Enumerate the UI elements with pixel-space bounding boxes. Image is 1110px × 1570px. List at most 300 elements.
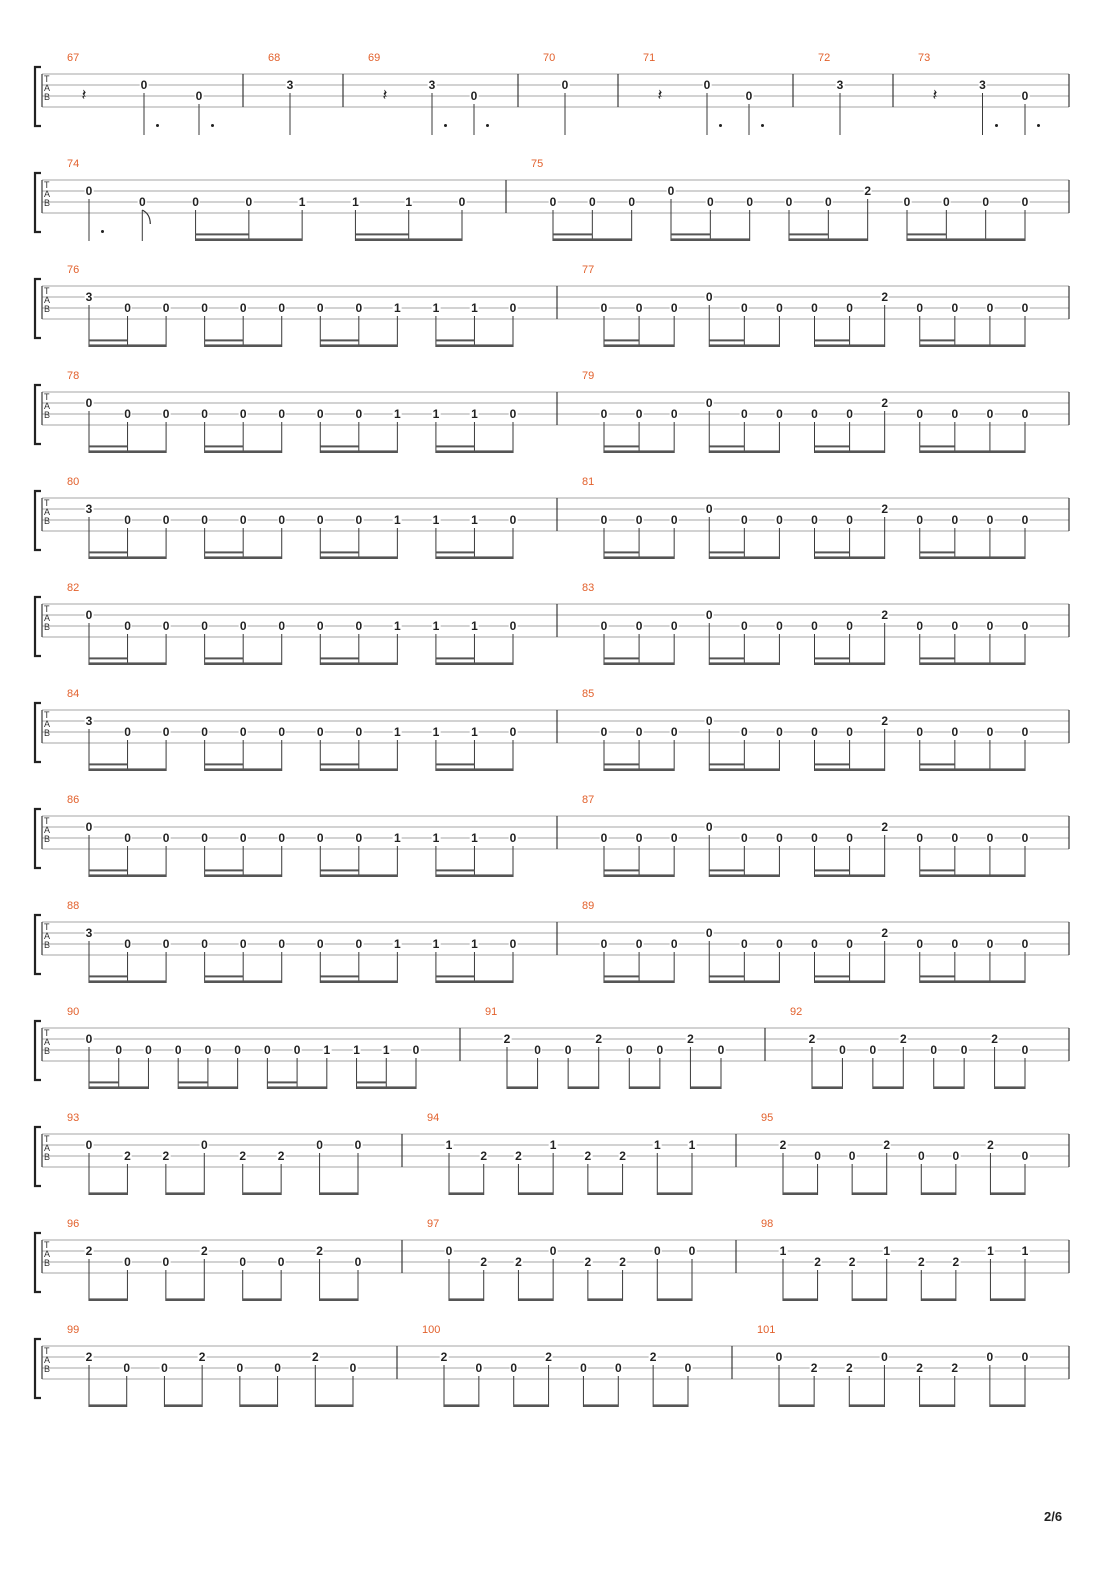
fret-number: 0 bbox=[278, 619, 286, 633]
beam bbox=[815, 445, 850, 447]
fret-number: 0 bbox=[1021, 89, 1029, 103]
fret-number: 0 bbox=[412, 1043, 420, 1057]
beam bbox=[178, 1086, 237, 1089]
fret-number: 0 bbox=[278, 937, 286, 951]
tab-clef-letter: B bbox=[44, 1258, 51, 1268]
fret-number: 0 bbox=[916, 725, 924, 739]
tab-system bbox=[0, 264, 1110, 370]
fret-number: 0 bbox=[174, 1043, 182, 1057]
fret-number: 0 bbox=[549, 1244, 557, 1258]
beam bbox=[436, 874, 513, 877]
fret-number: 0 bbox=[85, 608, 93, 622]
fret-number: 0 bbox=[635, 619, 643, 633]
fret-number: 0 bbox=[776, 513, 783, 527]
beam bbox=[921, 1192, 956, 1195]
fret-number: 0 bbox=[239, 1255, 247, 1269]
fret-number: 0 bbox=[124, 937, 131, 951]
beam bbox=[436, 763, 475, 765]
system-bracket bbox=[35, 385, 41, 444]
beam bbox=[357, 1081, 387, 1083]
fret-number: 1 bbox=[445, 1138, 453, 1152]
fret-number: 2 bbox=[810, 1361, 818, 1375]
fret-number: 0 bbox=[917, 1149, 925, 1163]
beam bbox=[934, 1086, 964, 1089]
staff-lines bbox=[0, 482, 1110, 582]
fret-number: 1 bbox=[432, 619, 440, 633]
beam bbox=[920, 975, 955, 977]
fret-number: 2 bbox=[480, 1149, 488, 1163]
fret-number: 0 bbox=[278, 831, 286, 845]
fret-number: 2 bbox=[649, 1350, 657, 1364]
measure-number: 97 bbox=[427, 1218, 440, 1230]
beam bbox=[89, 1192, 127, 1195]
beam bbox=[243, 1192, 281, 1195]
fret-number: 0 bbox=[124, 513, 131, 527]
beam bbox=[995, 1086, 1025, 1089]
fret-number: 0 bbox=[705, 608, 713, 622]
beam bbox=[709, 980, 779, 983]
note-flag bbox=[142, 210, 150, 224]
fret-number: 0 bbox=[470, 89, 478, 103]
beam bbox=[920, 662, 1025, 665]
beam bbox=[178, 1081, 208, 1083]
beam bbox=[89, 445, 128, 447]
fret-number: 2 bbox=[808, 1032, 816, 1046]
beam bbox=[815, 975, 850, 977]
tab-clef-letter: T bbox=[44, 1134, 50, 1144]
beam bbox=[320, 450, 397, 453]
beam bbox=[604, 657, 639, 659]
fret-number: 1 bbox=[471, 407, 478, 421]
tab-system bbox=[0, 688, 1110, 794]
fret-number: 0 bbox=[811, 619, 818, 633]
fret-number: 0 bbox=[635, 301, 643, 315]
tab-system bbox=[0, 370, 1110, 476]
fret-number: 0 bbox=[670, 301, 678, 315]
fret-number: 0 bbox=[316, 301, 324, 315]
beam bbox=[320, 657, 359, 659]
fret-number: 0 bbox=[278, 301, 286, 315]
beam bbox=[205, 556, 282, 559]
fret-number: 2 bbox=[881, 926, 888, 940]
beam bbox=[709, 874, 779, 877]
measure-number: 86 bbox=[67, 794, 80, 806]
beam bbox=[588, 1298, 623, 1301]
fret-number: 0 bbox=[201, 619, 208, 633]
fret-number: 0 bbox=[740, 619, 748, 633]
tab-clef-letter: A bbox=[44, 507, 51, 517]
fret-number: 0 bbox=[1021, 195, 1029, 209]
fret-number: 0 bbox=[1021, 301, 1029, 315]
fret-number: 0 bbox=[635, 407, 643, 421]
fret-number: 1 bbox=[432, 937, 440, 951]
fret-number: 0 bbox=[951, 513, 959, 527]
beam bbox=[921, 1298, 956, 1301]
beam bbox=[518, 1192, 553, 1195]
beam bbox=[604, 662, 674, 665]
fret-number: 1 bbox=[352, 195, 359, 209]
tab-clef-letter: A bbox=[44, 401, 51, 411]
fret-number: 0 bbox=[776, 301, 783, 315]
beam bbox=[920, 1404, 955, 1407]
beam bbox=[518, 1298, 553, 1301]
fret-number: 0 bbox=[458, 195, 466, 209]
fret-number: 0 bbox=[951, 407, 959, 421]
tab-system bbox=[0, 1006, 1110, 1112]
dotted-rhythm-dot bbox=[101, 230, 104, 233]
fret-number: 0 bbox=[776, 937, 783, 951]
fret-number: 0 bbox=[510, 1361, 518, 1375]
fret-number: 0 bbox=[982, 195, 989, 209]
beam bbox=[196, 233, 249, 235]
quarter-rest-icon: 𝄽 bbox=[657, 85, 663, 104]
fret-number: 1 bbox=[432, 301, 440, 315]
fret-number: 0 bbox=[124, 619, 131, 633]
beam bbox=[588, 1192, 623, 1195]
measure-number: 89 bbox=[582, 900, 595, 912]
fret-number: 0 bbox=[195, 89, 203, 103]
fret-number: 0 bbox=[705, 502, 713, 516]
beam bbox=[604, 445, 639, 447]
fret-number: 2 bbox=[311, 1350, 319, 1364]
fret-number: 0 bbox=[667, 184, 675, 198]
beam bbox=[89, 1086, 148, 1089]
tab-clef-letter: A bbox=[44, 931, 51, 941]
fret-number: 0 bbox=[162, 1255, 170, 1269]
measure-number: 70 bbox=[543, 52, 556, 64]
tab-system bbox=[0, 582, 1110, 688]
page-number: 2/6 bbox=[1044, 1509, 1063, 1524]
fret-number: 0 bbox=[200, 1138, 208, 1152]
fret-number: 1 bbox=[323, 1043, 331, 1057]
measure-number: 72 bbox=[818, 52, 831, 64]
fret-number: 0 bbox=[316, 831, 324, 845]
tab-clef-letter: T bbox=[44, 1240, 50, 1250]
fret-number: 0 bbox=[124, 831, 131, 845]
beam bbox=[815, 980, 885, 983]
beam bbox=[815, 662, 885, 665]
fret-number: 0 bbox=[846, 301, 853, 315]
fret-number: 0 bbox=[986, 937, 994, 951]
fret-number: 0 bbox=[951, 619, 959, 633]
beam bbox=[205, 339, 244, 341]
fret-number: 0 bbox=[561, 78, 569, 92]
tab-clef-letter: A bbox=[44, 1355, 51, 1365]
beam bbox=[990, 1404, 1025, 1407]
dotted-rhythm-dot bbox=[995, 124, 998, 127]
beam bbox=[320, 445, 359, 447]
beam bbox=[89, 551, 128, 553]
beam bbox=[449, 1298, 484, 1301]
fret-number: 0 bbox=[986, 301, 994, 315]
measure-number: 84 bbox=[67, 688, 80, 700]
tab-clef-letter: T bbox=[44, 286, 50, 296]
dotted-rhythm-dot bbox=[1037, 124, 1040, 127]
measure-number: 90 bbox=[67, 1006, 80, 1018]
fret-number: 0 bbox=[705, 714, 713, 728]
beam bbox=[604, 980, 674, 983]
beam bbox=[205, 450, 282, 453]
tab-clef-letter: A bbox=[44, 1143, 51, 1153]
beam bbox=[320, 339, 359, 341]
fret-number: 0 bbox=[986, 725, 994, 739]
beam bbox=[709, 869, 744, 871]
fret-number: 0 bbox=[85, 1032, 93, 1046]
tab-clef-letter: A bbox=[44, 613, 51, 623]
beam bbox=[436, 339, 475, 341]
tab-clef-letter: A bbox=[44, 83, 51, 93]
beam bbox=[709, 344, 779, 347]
fret-number: 1 bbox=[432, 407, 440, 421]
beam bbox=[89, 1298, 127, 1301]
fret-number: 1 bbox=[432, 725, 440, 739]
beam bbox=[604, 556, 674, 559]
beam bbox=[920, 657, 955, 659]
beam bbox=[355, 233, 408, 235]
fret-number: 0 bbox=[740, 831, 748, 845]
beam bbox=[709, 551, 744, 553]
beam bbox=[604, 344, 674, 347]
fret-number: 0 bbox=[600, 513, 608, 527]
fret-number: 0 bbox=[745, 89, 753, 103]
tab-clef-letter: T bbox=[44, 392, 50, 402]
beam bbox=[815, 874, 885, 877]
fret-number: 2 bbox=[440, 1350, 448, 1364]
beam bbox=[604, 551, 639, 553]
fret-number: 1 bbox=[779, 1244, 787, 1258]
fret-number: 0 bbox=[614, 1361, 622, 1375]
fret-number: 2 bbox=[848, 1255, 856, 1269]
measure-number: 76 bbox=[67, 264, 80, 276]
tab-clef-letter: T bbox=[44, 1028, 50, 1038]
fret-number: 0 bbox=[509, 513, 517, 527]
beam bbox=[205, 869, 244, 871]
tab-clef-letter: T bbox=[44, 180, 50, 190]
beam bbox=[657, 1298, 692, 1301]
fret-number: 0 bbox=[635, 937, 643, 951]
fret-number: 0 bbox=[239, 301, 247, 315]
beam bbox=[920, 874, 1025, 877]
fret-number: 0 bbox=[277, 1255, 285, 1269]
beam bbox=[920, 344, 1025, 347]
beam bbox=[89, 874, 166, 877]
beam bbox=[205, 662, 282, 665]
fret-number: 1 bbox=[549, 1138, 557, 1152]
fret-number: 0 bbox=[509, 301, 517, 315]
measure-number: 81 bbox=[582, 476, 595, 488]
system-bracket bbox=[35, 173, 41, 232]
fret-number: 0 bbox=[952, 1149, 960, 1163]
fret-number: 0 bbox=[653, 1244, 661, 1258]
fret-number: 2 bbox=[845, 1361, 853, 1375]
beam bbox=[709, 657, 744, 659]
fret-number: 0 bbox=[201, 513, 208, 527]
beam bbox=[267, 1081, 297, 1083]
beam bbox=[205, 344, 282, 347]
beam bbox=[604, 874, 674, 877]
fret-number: 0 bbox=[670, 513, 678, 527]
fret-number: 0 bbox=[293, 1043, 301, 1057]
fret-number: 0 bbox=[140, 78, 148, 92]
fret-number: 1 bbox=[987, 1244, 994, 1258]
fret-number: 0 bbox=[775, 1350, 783, 1364]
beam bbox=[89, 662, 166, 665]
beam bbox=[852, 1192, 887, 1195]
fret-number: 0 bbox=[162, 513, 170, 527]
beam bbox=[320, 1192, 358, 1195]
measure-number: 88 bbox=[67, 900, 80, 912]
beam bbox=[436, 869, 475, 871]
fret-number: 0 bbox=[475, 1361, 483, 1375]
beam bbox=[920, 869, 955, 871]
fret-number: 0 bbox=[316, 1138, 323, 1152]
fret-number: 0 bbox=[881, 1350, 888, 1364]
staff-lines bbox=[0, 906, 1110, 1006]
fret-number: 0 bbox=[162, 301, 170, 315]
beam bbox=[320, 763, 359, 765]
fret-number: 0 bbox=[635, 831, 643, 845]
fret-number: 0 bbox=[239, 937, 247, 951]
fret-number: 0 bbox=[509, 725, 517, 739]
fret-number: 2 bbox=[595, 1032, 603, 1046]
tab-system bbox=[0, 158, 1110, 264]
beam bbox=[89, 657, 128, 659]
beam bbox=[320, 975, 359, 977]
fret-number: 2 bbox=[584, 1255, 592, 1269]
beam bbox=[604, 339, 639, 341]
tab-clef-letter: B bbox=[44, 940, 51, 950]
fret-number: 0 bbox=[951, 831, 959, 845]
fret-number: 0 bbox=[986, 831, 994, 845]
beam bbox=[166, 1192, 204, 1195]
fret-number: 0 bbox=[1021, 831, 1029, 845]
tab-clef-letter: A bbox=[44, 295, 51, 305]
beam bbox=[320, 869, 359, 871]
fret-number: 0 bbox=[705, 290, 713, 304]
fret-number: 0 bbox=[162, 937, 170, 951]
fret-number: 0 bbox=[811, 725, 818, 739]
beam bbox=[89, 339, 128, 341]
beam bbox=[815, 869, 850, 871]
fret-number: 0 bbox=[811, 831, 818, 845]
beam bbox=[89, 763, 128, 765]
beam bbox=[89, 450, 166, 453]
fret-number: 1 bbox=[688, 1138, 696, 1152]
tab-clef-letter: T bbox=[44, 604, 50, 614]
staff-lines bbox=[0, 1330, 1110, 1430]
fret-number: 2 bbox=[881, 502, 888, 516]
beam bbox=[779, 1404, 814, 1407]
measure-number: 96 bbox=[67, 1218, 80, 1230]
fret-number: 0 bbox=[509, 619, 517, 633]
tab-clef-letter: B bbox=[44, 92, 51, 102]
beam bbox=[920, 339, 955, 341]
fret-number: 2 bbox=[198, 1350, 206, 1364]
beam bbox=[357, 1086, 416, 1089]
fret-number: 0 bbox=[355, 513, 363, 527]
beam bbox=[436, 662, 513, 665]
fret-number: 2 bbox=[619, 1255, 626, 1269]
beam bbox=[267, 1086, 326, 1089]
system-bracket bbox=[35, 809, 41, 868]
fret-number: 3 bbox=[286, 78, 294, 92]
beam bbox=[920, 445, 955, 447]
beam bbox=[89, 344, 166, 347]
fret-number: 2 bbox=[277, 1149, 285, 1163]
fret-number: 1 bbox=[353, 1043, 360, 1057]
system-bracket bbox=[35, 1233, 41, 1292]
staff-lines bbox=[0, 58, 1110, 158]
fret-number: 2 bbox=[85, 1350, 93, 1364]
tab-system bbox=[0, 1112, 1110, 1218]
fret-number: 2 bbox=[779, 1138, 787, 1152]
fret-number: 2 bbox=[503, 1032, 511, 1046]
beam bbox=[653, 1404, 688, 1407]
fret-number: 0 bbox=[201, 937, 208, 951]
measure-number: 98 bbox=[761, 1218, 774, 1230]
system-bracket bbox=[35, 915, 41, 974]
staff-lines bbox=[0, 1224, 1110, 1324]
fret-number: 0 bbox=[316, 937, 324, 951]
quarter-rest-icon: 𝄽 bbox=[81, 85, 87, 104]
fret-number: 0 bbox=[846, 725, 853, 739]
fret-number: 0 bbox=[509, 937, 517, 951]
fret-number: 0 bbox=[534, 1043, 541, 1057]
beam bbox=[205, 657, 244, 659]
beam bbox=[920, 980, 1025, 983]
fret-number: 0 bbox=[740, 513, 748, 527]
system-bracket bbox=[35, 1127, 41, 1186]
beam bbox=[89, 556, 166, 559]
quarter-rest-icon: 𝄽 bbox=[382, 85, 388, 104]
fret-number: 2 bbox=[881, 396, 888, 410]
fret-number: 0 bbox=[1021, 619, 1029, 633]
fret-number: 2 bbox=[814, 1255, 821, 1269]
fret-number: 0 bbox=[264, 1043, 271, 1057]
beam bbox=[815, 657, 850, 659]
beam bbox=[690, 1086, 721, 1089]
beam bbox=[709, 450, 779, 453]
fret-number: 2 bbox=[545, 1350, 552, 1364]
fret-number: 0 bbox=[588, 195, 596, 209]
tab-system bbox=[0, 794, 1110, 900]
fret-number: 1 bbox=[432, 513, 440, 527]
beam bbox=[920, 763, 955, 765]
fret-number: 0 bbox=[509, 407, 517, 421]
fret-number: 0 bbox=[600, 725, 608, 739]
measure-number: 93 bbox=[67, 1112, 80, 1124]
fret-number: 0 bbox=[509, 831, 517, 845]
staff-lines bbox=[0, 588, 1110, 688]
fret-number: 0 bbox=[600, 937, 608, 951]
fret-number: 1 bbox=[394, 619, 401, 633]
measure-number: 79 bbox=[582, 370, 595, 382]
fret-number: 0 bbox=[239, 513, 247, 527]
fret-number: 0 bbox=[811, 937, 818, 951]
fret-number: 0 bbox=[355, 619, 363, 633]
tab-system bbox=[0, 476, 1110, 582]
measure-number: 82 bbox=[67, 582, 80, 594]
beam bbox=[243, 1298, 281, 1301]
dotted-rhythm-dot bbox=[444, 124, 447, 127]
beam bbox=[205, 445, 244, 447]
beam bbox=[812, 1086, 842, 1089]
fret-number: 2 bbox=[991, 1032, 998, 1046]
fret-number: 0 bbox=[916, 407, 924, 421]
measure-number: 100 bbox=[422, 1324, 441, 1336]
fret-number: 2 bbox=[200, 1244, 208, 1258]
fret-number: 0 bbox=[85, 396, 93, 410]
